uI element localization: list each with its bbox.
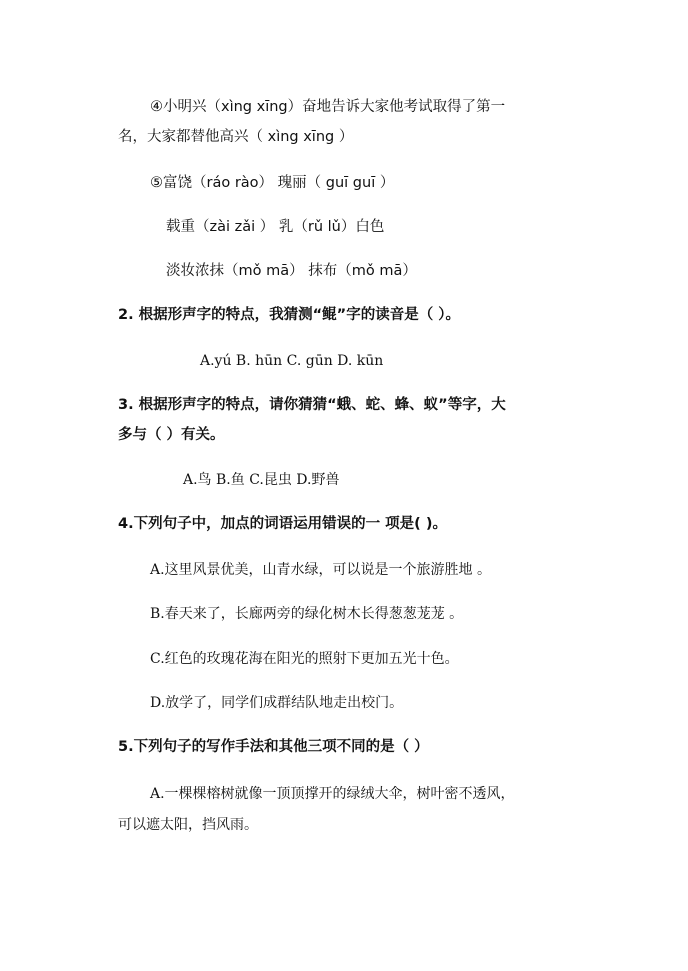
- question-4-option-a: A.这里风景优美，山青水绿，可以说是一个旅游胜地 。: [150, 562, 492, 578]
- question-4: 4.下列句子中，加点的词语运用错误的一 项是( )。: [118, 516, 447, 532]
- item-4-line-1: ④小明兴（xìng xīng）奋地告诉大家他考试取得了第一: [150, 99, 506, 115]
- question-4-option-d: D.放学了，同学们成群结队地走出校门。: [150, 695, 404, 711]
- question-5-option-a-line-2: 可以遮太阳，挡风雨。: [118, 817, 258, 833]
- question-4-option-b: B.春天来了，长廊两旁的绿化树木长得葱葱茏茏 。: [150, 606, 464, 622]
- item-5-line-3: 淡妆浓抹（mǒ mā） 抹布（mǒ mā）: [166, 263, 417, 279]
- question-3-line-2: 多与（ ）有关。: [118, 427, 225, 443]
- item-5-line-1: ⑤富饶（ráo rào） 瑰丽（ guī guī ）: [150, 175, 395, 191]
- question-2: 2. 根据形声字的特点，我猜测“鲲”字的读音是（ ）。: [118, 307, 461, 323]
- question-5: 5.下列句子的写作手法和其他三项不同的是（ ）: [118, 739, 429, 755]
- item-4-line-2: 名，大家都替他高兴（ xìng xīng ）: [118, 129, 354, 145]
- question-4-option-c: C.红色的玫瑰花海在阳光的照射下更加五光十色。: [150, 651, 459, 667]
- item-5-line-2: 载重（zài zǎi ） 乳（rǔ lǔ）白色: [166, 219, 385, 235]
- question-2-options: A.yú B. hūn C. gūn D. kūn: [200, 353, 384, 369]
- question-5-option-a-line-1: A.一棵棵榕树就像一顶顶撑开的绿绒大伞，树叶密不透风，: [150, 786, 515, 802]
- question-3-options: A.鸟 B.鱼 C.昆虫 D.野兽: [183, 472, 340, 488]
- question-3-line-1: 3. 根据形声字的特点，请你猜猜“蛾、蛇、蜂、蚁”等字，大: [118, 397, 506, 413]
